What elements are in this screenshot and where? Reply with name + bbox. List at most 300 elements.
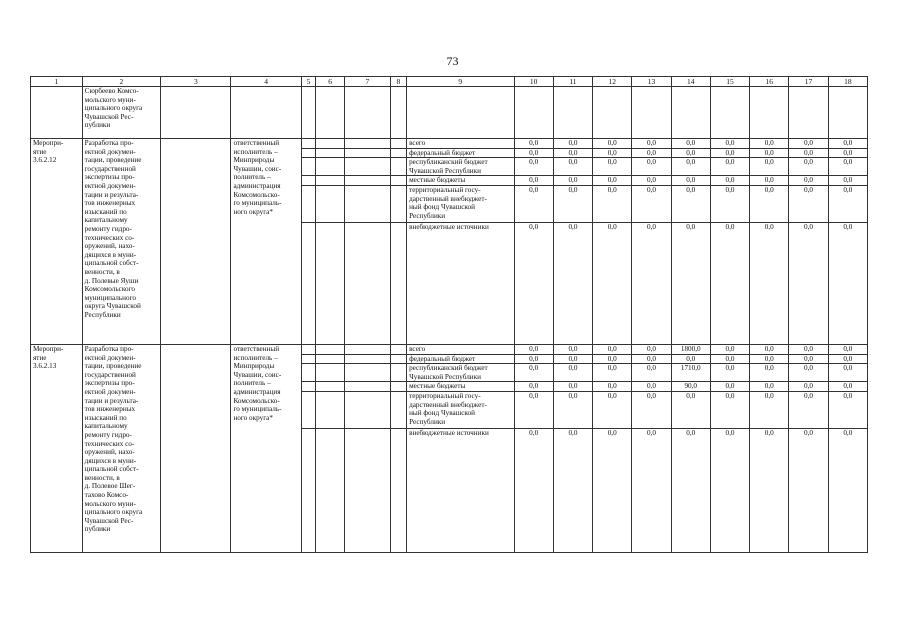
value-cell	[710, 391, 749, 428]
table-row	[31, 344, 868, 354]
cell-text: 0,0	[607, 382, 617, 391]
column-header	[390, 77, 407, 87]
value-cell	[828, 428, 867, 552]
value-cell	[750, 391, 789, 428]
value-cell	[789, 185, 828, 222]
cell-text: 0,0	[725, 382, 735, 391]
value-cell	[750, 222, 789, 344]
event-code-cell	[31, 139, 83, 345]
value-cell	[632, 354, 671, 364]
cell-text: 1	[54, 77, 59, 86]
value-cell	[671, 382, 710, 392]
empty-cell	[390, 364, 407, 382]
empty-cell	[345, 354, 390, 364]
cell-text: 0,0	[804, 185, 814, 194]
value-cell	[553, 148, 592, 158]
value-cell	[671, 364, 710, 382]
cell-text: 0,0	[843, 428, 853, 437]
column-header	[316, 77, 345, 87]
cell-text: внебюджетные источники	[409, 222, 489, 231]
cell-text: 0,0	[529, 176, 539, 185]
value-cell	[553, 354, 592, 364]
cell-text: 9	[458, 77, 463, 86]
cell-text: 0,0	[725, 344, 735, 353]
empty-cell	[301, 158, 315, 176]
value-cell	[828, 176, 867, 186]
value-cell	[514, 382, 553, 392]
value-cell	[789, 176, 828, 186]
empty-cell	[345, 364, 390, 382]
cell-text: 0,0	[568, 139, 578, 147]
value-cell	[632, 185, 671, 222]
value-cell	[632, 139, 671, 149]
cell-text: 0,0	[764, 139, 774, 147]
empty-cell	[407, 87, 514, 139]
value-cell	[710, 428, 749, 552]
cell-text: Меропри- ятие 3.6.2.13	[33, 344, 64, 371]
empty-cell	[710, 87, 749, 139]
value-cell	[593, 176, 632, 186]
event-code-cell	[31, 344, 83, 552]
value-cell	[553, 222, 592, 344]
empty-cell	[316, 139, 345, 149]
empty-cell	[161, 87, 231, 139]
cell-text: 90,0	[684, 382, 698, 391]
column-header	[828, 77, 867, 87]
continuation-row	[31, 87, 868, 139]
cell-text: 0,0	[529, 222, 539, 231]
cell-text: 0,0	[529, 364, 539, 373]
value-cell	[553, 382, 592, 392]
empty-cell	[316, 176, 345, 186]
cell-text: 0,0	[764, 176, 774, 185]
cell-text: 0,0	[646, 382, 656, 391]
value-cell	[828, 139, 867, 149]
cell-text: республиканский бюджет Чувашской Республики	[409, 364, 488, 381]
empty-cell	[345, 148, 390, 158]
value-cell	[632, 364, 671, 382]
cell-text: местные бюджеты	[409, 176, 466, 185]
empty-cell	[345, 382, 390, 392]
cell-text: 0,0	[686, 185, 696, 194]
empty-cell	[632, 87, 671, 139]
empty-cell	[301, 222, 315, 344]
empty-cell	[345, 158, 390, 176]
value-cell	[789, 382, 828, 392]
value-cell	[750, 158, 789, 176]
cell-text: 0,0	[843, 176, 853, 185]
value-cell	[750, 382, 789, 392]
value-cell	[710, 158, 749, 176]
cell-text: 0,0	[529, 354, 539, 363]
value-cell	[828, 185, 867, 222]
funding-source-cell	[407, 148, 514, 158]
empty-cell	[390, 382, 407, 392]
empty-cell	[345, 344, 390, 354]
value-cell	[514, 139, 553, 149]
cell-text: 0,0	[646, 222, 656, 231]
cell-text: 0,0	[804, 158, 814, 167]
cell-text: 0,0	[686, 428, 696, 437]
cell-text: территориальный госу- дарственный внебюджет- ный фонд Чувашской Республики	[409, 391, 487, 426]
funding-source-cell	[407, 354, 514, 364]
funding-source-cell	[407, 428, 514, 552]
value-cell	[632, 382, 671, 392]
empty-cell	[553, 87, 592, 139]
value-cell	[789, 428, 828, 552]
cell-text: 0,0	[843, 382, 853, 391]
cell-text: 13	[647, 77, 656, 86]
cell-text: 0,0	[529, 148, 539, 157]
column-number-row	[31, 77, 868, 87]
value-cell	[514, 364, 553, 382]
value-cell	[750, 354, 789, 364]
cell-text: 0,0	[804, 428, 814, 437]
event-name-cell	[82, 87, 161, 139]
value-cell	[514, 222, 553, 344]
cell-text: Разработка про- ектной докумен- тации, проведение государственной экспертизы про- ектной докумен- тации и результа- тов инженерных изысканий по капитальному ремонту гидро- технических со- оружений, нахо- дящихся в муни- ципальной собст- венности, в д. Полевое Шег- тахово Комсо- мольского муни- ципального округа Чувашской Рес- публики	[84, 344, 143, 534]
cell-text: 0,0	[804, 222, 814, 231]
cell-text: 0,0	[804, 176, 814, 185]
value-cell	[671, 139, 710, 149]
value-cell	[553, 364, 592, 382]
value-cell	[632, 158, 671, 176]
value-cell	[593, 354, 632, 364]
value-cell	[671, 354, 710, 364]
cell-text: 1800,0	[680, 344, 701, 353]
empty-cell	[316, 148, 345, 158]
value-cell	[514, 148, 553, 158]
empty-cell	[161, 139, 231, 345]
cell-text: 0,0	[725, 428, 735, 437]
cell-text: 0,0	[568, 364, 578, 373]
value-cell	[671, 176, 710, 186]
empty-cell	[390, 344, 407, 354]
cell-text: ответственный исполнитель – Минприроды Чувашии, соис- полнитель – администрация Комсомольско- го муниципаль- ного округа*	[233, 139, 282, 216]
value-cell	[789, 364, 828, 382]
value-cell	[671, 391, 710, 428]
funding-source-cell	[407, 139, 514, 149]
value-cell	[553, 139, 592, 149]
cell-text: 0,0	[764, 354, 774, 363]
column-header	[789, 77, 828, 87]
cell-text: 0,0	[686, 391, 696, 400]
value-cell	[514, 158, 553, 176]
cell-text: 0,0	[646, 344, 656, 353]
value-cell	[789, 148, 828, 158]
value-cell	[553, 158, 592, 176]
value-cell	[593, 344, 632, 354]
cell-text: 0,0	[725, 222, 735, 231]
cell-text: 0,0	[725, 364, 735, 373]
cell-text: 0,0	[568, 428, 578, 437]
empty-cell	[345, 139, 390, 149]
cell-text: 0,0	[529, 139, 539, 147]
cell-text: 0,0	[725, 148, 735, 157]
cell-text: 0,0	[529, 382, 539, 391]
cell-text: 0,0	[686, 222, 696, 231]
value-cell	[593, 148, 632, 158]
column-header	[750, 77, 789, 87]
value-cell	[710, 354, 749, 364]
empty-cell	[301, 87, 315, 139]
funding-source-cell	[407, 382, 514, 392]
cell-text: 0,0	[568, 354, 578, 363]
value-cell	[671, 185, 710, 222]
cell-text: 0,0	[529, 158, 539, 167]
empty-cell	[301, 391, 315, 428]
value-cell	[514, 344, 553, 354]
cell-text: 0,0	[804, 354, 814, 363]
cell-text: 0,0	[764, 148, 774, 157]
value-cell	[593, 158, 632, 176]
cell-text: 0,0	[646, 428, 656, 437]
empty-cell	[316, 87, 345, 139]
event-name-cell	[82, 344, 161, 552]
cell-text: 0,0	[568, 185, 578, 194]
value-cell	[789, 158, 828, 176]
value-cell	[828, 354, 867, 364]
budget-table	[30, 76, 868, 553]
value-cell	[750, 139, 789, 149]
value-cell	[593, 391, 632, 428]
value-cell	[553, 428, 592, 552]
value-cell	[828, 344, 867, 354]
cell-text: всего	[409, 344, 426, 353]
value-cell	[593, 428, 632, 552]
empty-cell	[316, 391, 345, 428]
cell-text: 0,0	[804, 391, 814, 400]
value-cell	[710, 382, 749, 392]
empty-cell	[31, 87, 83, 139]
cell-text: 0,0	[843, 158, 853, 167]
cell-text: 0,0	[764, 344, 774, 353]
value-cell	[553, 391, 592, 428]
cell-text: 0,0	[568, 158, 578, 167]
cell-text: 0,0	[607, 364, 617, 373]
cell-text: 18	[844, 77, 852, 86]
cell-text: 0,0	[646, 391, 656, 400]
cell-text: 0,0	[529, 391, 539, 400]
cell-text: 0,0	[646, 158, 656, 167]
value-cell	[553, 176, 592, 186]
value-cell	[671, 344, 710, 354]
value-cell	[828, 222, 867, 344]
cell-text: 0,0	[843, 344, 853, 353]
cell-text: 0,0	[725, 391, 735, 400]
value-cell	[789, 139, 828, 149]
value-cell	[828, 148, 867, 158]
empty-cell	[671, 87, 710, 139]
cell-text: 0,0	[686, 139, 696, 147]
empty-cell	[345, 428, 390, 552]
cell-text: 0,0	[804, 382, 814, 391]
cell-text: 0,0	[843, 391, 853, 400]
empty-cell	[390, 428, 407, 552]
empty-cell	[316, 364, 345, 382]
executor-cell	[231, 139, 301, 345]
cell-text: 0,0	[725, 185, 735, 194]
cell-text: 0,0	[607, 391, 617, 400]
cell-text: 0,0	[764, 391, 774, 400]
column-header	[31, 77, 83, 87]
value-cell	[671, 158, 710, 176]
value-cell	[514, 391, 553, 428]
cell-text: 0,0	[568, 382, 578, 391]
cell-text: 0,0	[607, 354, 617, 363]
cell-text: 0,0	[764, 158, 774, 167]
cell-text: 0,0	[843, 222, 853, 231]
cell-text: 7	[365, 77, 370, 86]
cell-text: 5	[306, 77, 311, 86]
empty-cell	[345, 391, 390, 428]
value-cell	[828, 391, 867, 428]
cell-text: всего	[409, 139, 426, 147]
funding-source-cell	[407, 185, 514, 222]
cell-text: 0,0	[646, 176, 656, 185]
value-cell	[514, 185, 553, 222]
funding-source-cell	[407, 344, 514, 354]
empty-cell	[316, 354, 345, 364]
value-cell	[750, 176, 789, 186]
value-cell	[553, 344, 592, 354]
cell-text: федеральный бюджет	[409, 354, 476, 363]
value-cell	[632, 391, 671, 428]
cell-text: 16	[765, 77, 773, 86]
column-header	[345, 77, 390, 87]
empty-cell	[301, 344, 315, 354]
empty-cell	[390, 222, 407, 344]
value-cell	[789, 354, 828, 364]
cell-text: территориальный госу- дарственный внебюджет- ный фонд Чувашской Республики	[409, 185, 487, 220]
cell-text: 0,0	[646, 185, 656, 194]
cell-text: 0,0	[843, 185, 853, 194]
value-cell	[593, 185, 632, 222]
cell-text: 0,0	[764, 222, 774, 231]
column-header	[161, 77, 231, 87]
cell-text: 0,0	[607, 158, 617, 167]
value-cell	[789, 222, 828, 344]
cell-text: 0,0	[686, 148, 696, 157]
cell-text: местные бюджеты	[409, 382, 466, 391]
empty-cell	[231, 87, 301, 139]
funding-source-cell	[407, 222, 514, 344]
cell-text: внебюджетные источники	[409, 428, 489, 437]
table-row	[31, 139, 868, 149]
value-cell	[593, 222, 632, 344]
column-header	[231, 77, 301, 87]
empty-cell	[301, 185, 315, 222]
value-cell	[750, 344, 789, 354]
cell-text: 0,0	[725, 139, 735, 147]
empty-cell	[316, 185, 345, 222]
cell-text: 0,0	[843, 364, 853, 373]
value-cell	[710, 139, 749, 149]
empty-cell	[161, 344, 231, 552]
cell-text: 0,0	[804, 148, 814, 157]
cell-text: 0,0	[568, 148, 578, 157]
cell-text: 0,0	[686, 354, 696, 363]
value-cell	[789, 344, 828, 354]
column-header	[82, 77, 161, 87]
cell-text: 0,0	[686, 176, 696, 185]
cell-text: 0,0	[646, 139, 656, 147]
empty-cell	[828, 87, 867, 139]
cell-text: ответственный исполнитель – Минприроды Чувашии, соис- полнитель – администрация Комсомольско- го муниципаль- ного округа*	[233, 344, 282, 422]
cell-text: 1710,0	[680, 364, 701, 373]
cell-text: 0,0	[568, 176, 578, 185]
value-cell	[710, 364, 749, 382]
cell-text: 0,0	[843, 148, 853, 157]
cell-text: 0,0	[607, 344, 617, 353]
empty-cell	[345, 185, 390, 222]
value-cell	[632, 176, 671, 186]
cell-text: 0,0	[568, 344, 578, 353]
value-cell	[632, 428, 671, 552]
cell-text: 0,0	[843, 139, 853, 147]
cell-text: республиканский бюджет Чувашской Республики	[409, 158, 488, 175]
value-cell	[632, 222, 671, 344]
cell-text: 4	[264, 77, 268, 86]
cell-text: 6	[328, 77, 332, 86]
value-cell	[632, 344, 671, 354]
cell-text: 0,0	[607, 176, 617, 185]
empty-cell	[390, 185, 407, 222]
cell-text: 0,0	[804, 139, 814, 147]
cell-text: 0,0	[764, 185, 774, 194]
funding-source-cell	[407, 364, 514, 382]
empty-cell	[390, 176, 407, 186]
value-cell	[710, 344, 749, 354]
cell-text: 0,0	[607, 428, 617, 437]
empty-cell	[514, 87, 553, 139]
cell-text: 0,0	[804, 364, 814, 373]
cell-text: 0,0	[764, 382, 774, 391]
page-number: 73	[446, 54, 459, 68]
empty-cell	[345, 222, 390, 344]
empty-cell	[301, 148, 315, 158]
cell-text: 0,0	[568, 391, 578, 400]
column-header	[407, 77, 514, 87]
value-cell	[514, 428, 553, 552]
cell-text: Сюрбеево Комсо- мольского муни- ципального округа Чувашской Рес- публики	[84, 87, 143, 130]
funding-source-cell	[407, 391, 514, 428]
cell-text: 8	[396, 77, 401, 86]
cell-text: 0,0	[607, 148, 617, 157]
empty-cell	[301, 382, 315, 392]
column-header	[514, 77, 553, 87]
value-cell	[514, 354, 553, 364]
column-header	[632, 77, 671, 87]
empty-cell	[301, 428, 315, 552]
cell-text: федеральный бюджет	[409, 148, 476, 157]
cell-text: 12	[608, 77, 616, 86]
column-header	[710, 77, 749, 87]
cell-text: 0,0	[646, 354, 656, 363]
cell-text: 0,0	[568, 222, 578, 231]
cell-text: 2	[119, 77, 124, 86]
column-header	[301, 77, 315, 87]
cell-text: 0,0	[725, 176, 735, 185]
empty-cell	[593, 87, 632, 139]
cell-text: 0,0	[843, 354, 853, 363]
cell-text: 0,0	[804, 344, 814, 353]
value-cell	[593, 364, 632, 382]
empty-cell	[301, 354, 315, 364]
cell-text: 0,0	[529, 344, 539, 353]
empty-cell	[316, 428, 345, 552]
column-header	[553, 77, 592, 87]
